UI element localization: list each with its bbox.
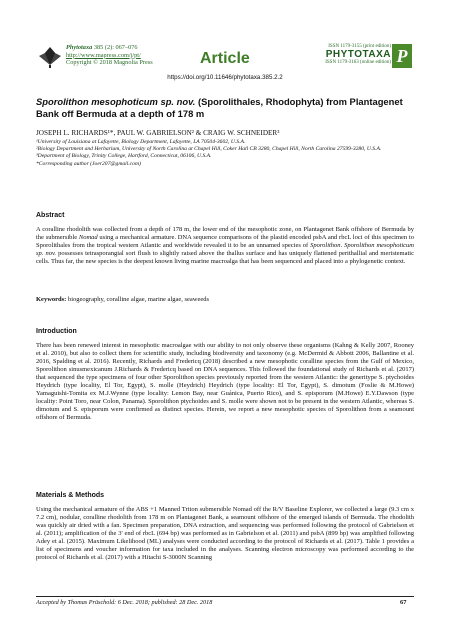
magnolia-press-logo-icon	[36, 44, 64, 68]
issn-online: ISSN 1179-3163 (online edition)	[325, 60, 391, 65]
journal-info	[66, 44, 153, 67]
keywords-line	[36, 296, 414, 304]
keywords-text: biogeography, coralline algae, marine algae, seaweeds	[66, 296, 210, 303]
affiliations	[36, 139, 414, 168]
introduction-text: There has been renewed interest in mesophotic macroalgae with our ability to not only observe these organisms (Kahng & Kelly 2007, Rooney et al. 2010), but also to collect them for scientific study, including biodiversity and taxonomy (e.g. McDermid & Abbott 2006, Ballantine et al. 2016, Spalding et al. 2016). Recently, Richards and Fredericq (2018) described a new mesophotic coralline species from the Gulf of Mexico, Sporolithon sinusmexicanum J.Richards & Fredericq based on DNA sequences. This followed the foundational study of Richards et al. (2017) that sequenced the type specimens of four other Sporolithon species previously reported from the western Atlantic: the generitype S. ptychoides Heydrich (type locality, El Tor, Egypt), S. molle (Heydrich) Heydrich (type locality: El Tor, Egypt), S. dimotum (Foslie & M.Howe) Yamaguishi-Tomita ex M.J.Wynne (type locality: Lemon Bay, near Guánica, Puerto Rico), and S. episporum (M.Howe) E.Y.Dawson (type locality: Point Toro, near Colon, Panama). Sporolithon ptychoides and S. molle were shown not to be present in the western Atlantic, whereas S. dimotum and S. episporum were confirmed as distinct species. Herein, we report a new mesophotic species of Sporolithon from a seamount offshore of Bermuda.	[36, 342, 414, 421]
issn-box	[311, 44, 391, 66]
phytotaxa-brand: PHYTOTAXA	[325, 49, 391, 60]
methods-heading: Materials & Methods	[36, 492, 105, 499]
article-title	[36, 96, 414, 119]
author-list: JOSEPH L. RICHARDS¹*, PAUL W. GABRIELSON² & CRAIG W. SCHNEIDER³	[36, 129, 280, 137]
title-species-name: Sporolithon mesophoticum sp. nov.	[36, 96, 196, 107]
title-rest: (Sporolithales, Rhodophyta) from Plantagenet Bank off Bermuda at a depth of 178 m	[36, 96, 403, 119]
article-label: Article	[200, 50, 250, 67]
affiliation-1: ¹University of Louisiana at Lafayette, Biology Department, Lafayette, LA 70504-3602, U.S.A.	[36, 139, 246, 145]
methods-text: Using the mechanical armature of the ABS +1 Manned Triton submersible Nomad off the R/V Baseline Explorer, we collected a large (9.3 cm x 7.2 cm), nodular, coralline rhodolith from 178 m on Plantagenet Bank, a seamount offshore of the emerged islands of Bermuda. The rhodolith was quickly air dried with a fan. Specimen preparation, DNA extraction, and sequencing was performed following the protocol of Gabrielson et al. (2011); amplification of the 3' end of rbcL (694 bp) was performed as in Gabrielson et al. (2011) and psbA (899 bp) was amplified following Adey et al. (2015). Maximum Likelihood (ML) analyses were conducted according to the protocol of Richards et al. (2017). Table 1 provides a list of specimens and voucher information for taxa included in the analyses. Scanning electron microscopy was performed according to the protocol of Richards et al. (2017) with a Hitachi S-3000N Scanning	[36, 506, 414, 561]
corresponding-author: *Corresponding author (Joer207@gmail.com)	[36, 160, 141, 167]
affiliation-2: ²Biology Department and Herbarium, University of North Carolina at Chapel Hill, Coker Hall CB 3280, Chapel Hill, North Carolina 27599-3280, U.S.A.	[36, 146, 382, 153]
volume-line: 385 (2): 067–076	[93, 44, 138, 51]
affiliation-3: ³Department of Biology, Trinity College, Hartford, Connecticut, 06106, U.S.A.	[36, 153, 212, 160]
keywords-label: Keywords:	[36, 296, 67, 303]
journal-name: Phytotaxa	[66, 44, 93, 51]
abstract-heading: Abstract	[36, 212, 65, 219]
introduction-heading: Introduction	[36, 328, 77, 335]
issn-print: ISSN 1179-3155 (print edition)	[328, 44, 391, 49]
journal-url-link[interactable]: http://www.mapress.com/j/pt/	[66, 51, 141, 59]
footer-accepted-line: Accepted by Thomas Prüschold: 6 Dec. 2018; published: 28 Dec. 2018	[36, 599, 213, 606]
footer-divider	[36, 596, 414, 597]
abstract-text: A coralline rhodolith was collected from a depth of 178 m, the lower end of the mesophotic zone, on Plantagenet Bank offshore of Bermuda by the submersible Nomad using a mechanical armature. DNA sequence comparisons of the plastid encoded psbA and rbcL loci of this specimen to Sporolithales from the tropical western Atlantic and worldwide revealed it to be an unnamed species of Sporolithon. Sporolithon mesophoticum sp. nov. possesses tetrasporangial sori flush to slightly raised above the thallus surface and has uniquely flattened perithallial and meristematic cells. Thus far, the new species is the deepest known living marine macroalga that has been sequenced and placed into a phylogenetic context.	[36, 226, 415, 265]
page-number: 67	[400, 599, 407, 606]
doi-link[interactable]: https://doi.org/10.11646/phytotaxa.385.2.2	[167, 74, 283, 81]
copyright-line: Copyright © 2018 Magnolia Press	[66, 59, 153, 67]
phytotaxa-p-logo-icon: P	[392, 44, 412, 68]
